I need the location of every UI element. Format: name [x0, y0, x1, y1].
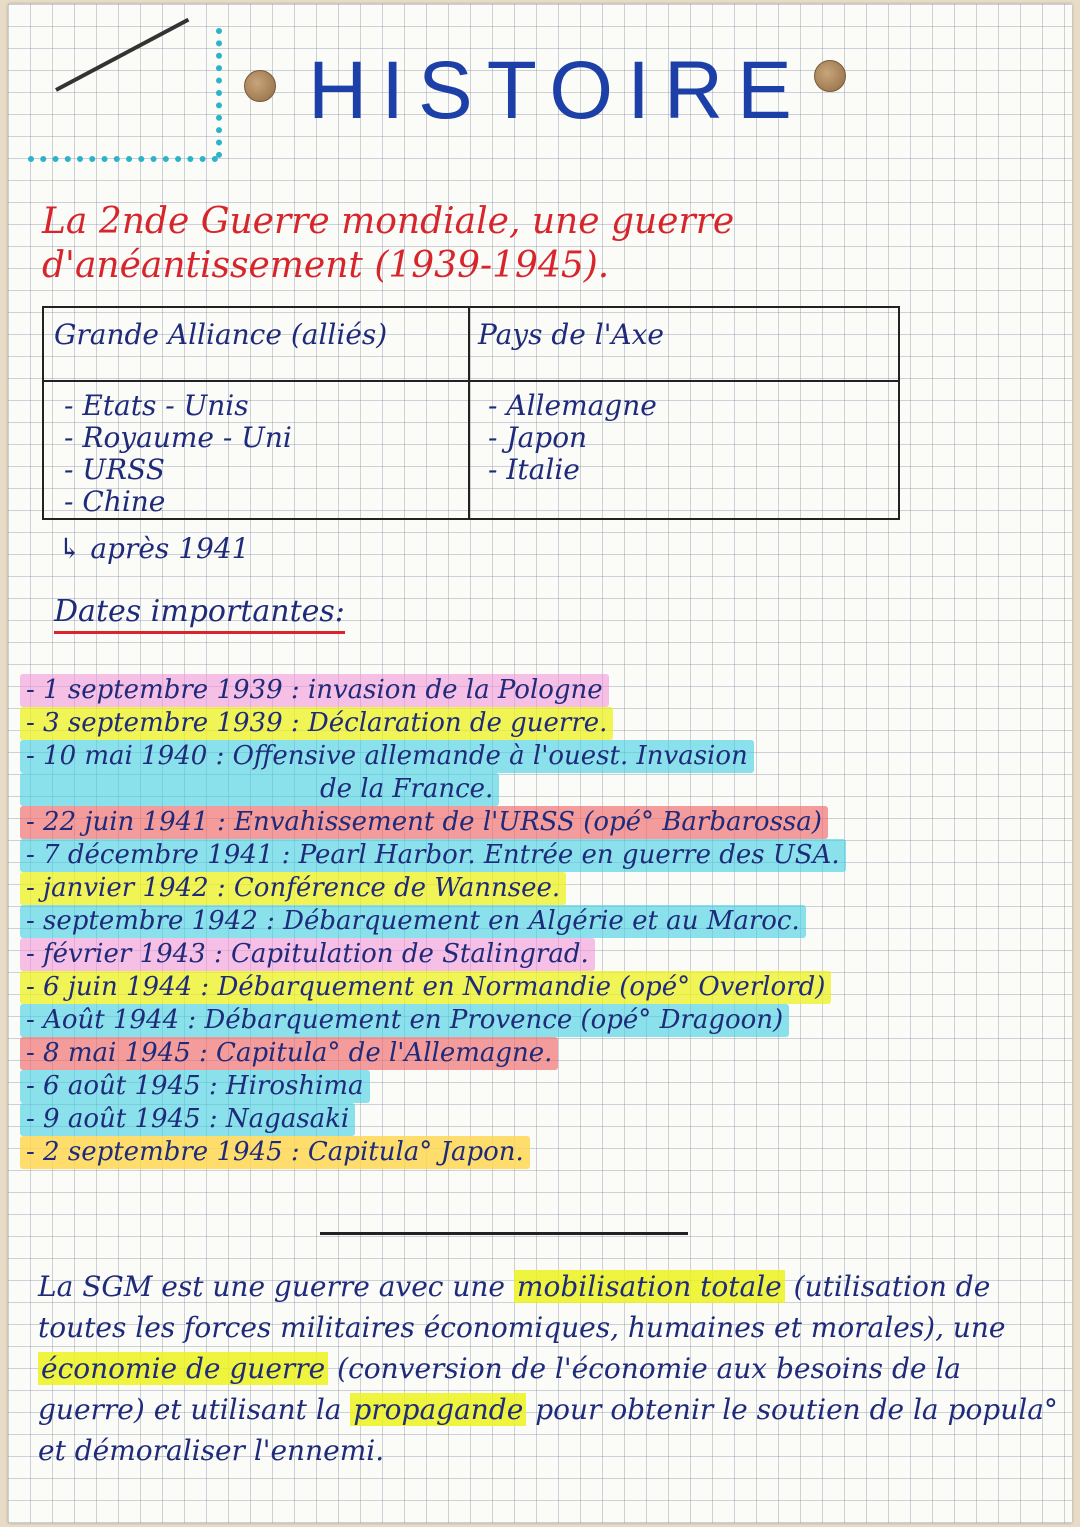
highlight-term: économie de guerre [38, 1352, 328, 1385]
list-item: - Japon [488, 421, 588, 454]
page-title: HISTOIRE [308, 45, 806, 136]
event-item: - 6 juin 1944 : Débarquement en Normandie (opé° Overlord) [20, 971, 831, 1004]
event-item: - janvier 1942 : Conférence de Wannsee. [20, 872, 566, 905]
allies-header: Grande Alliance (alliés) [54, 318, 388, 351]
allies-list [64, 390, 292, 518]
events-list [20, 674, 1070, 1169]
section-separator [320, 1232, 688, 1235]
list-item: - Etats - Unis [64, 389, 249, 422]
alliance-table [42, 306, 900, 520]
list-item: - Allemagne [488, 389, 657, 422]
event-item: - 22 juin 1941 : Envahissement de l'URSS (opé° Barbarossa) [20, 806, 828, 839]
chapter-subtitle: La 2nde Guerre mondiale, une guerre d'anéantissement (1939-1945). [42, 201, 735, 286]
decorative-slash [55, 18, 189, 92]
paragraph-text: La SGM est une guerre avec une [38, 1270, 514, 1303]
event-item: de la France. [20, 773, 499, 806]
list-item: - URSS [64, 453, 165, 486]
binder-hole-right [814, 60, 846, 92]
table-divider-horizontal [44, 380, 898, 382]
event-item: - 6 août 1945 : Hiroshima [20, 1070, 370, 1103]
decorative-dotted-line-vertical [216, 28, 222, 158]
binder-hole-left [244, 70, 276, 102]
event-item: - 9 août 1945 : Nagasaki [20, 1103, 355, 1136]
paragraph-text: pour obtenir le soutien de la popula° et démoraliser l'ennemi. [38, 1393, 1058, 1467]
list-item: - Royaume - Uni [64, 421, 292, 454]
axis-header: Pays de l'Axe [478, 318, 664, 351]
event-item: - 8 mai 1945 : Capitula° de l'Allemagne. [20, 1037, 558, 1070]
summary-paragraph [38, 1266, 1058, 1471]
event-item: - 1 septembre 1939 : invasion de la Pologne [20, 674, 609, 707]
table-divider-vertical [468, 308, 470, 518]
list-item: - Chine [64, 485, 166, 518]
event-item: - Août 1944 : Débarquement en Provence (opé° Dragoon) [20, 1004, 789, 1037]
notebook-page [8, 4, 1072, 1523]
event-item: - 2 septembre 1945 : Capitula° Japon. [20, 1136, 530, 1169]
list-item: - Italie [488, 453, 580, 486]
event-item: - 3 septembre 1939 : Déclaration de guerre. [20, 707, 613, 740]
event-item: - février 1943 : Capitulation de Stalingrad. [20, 938, 595, 971]
paragraph-text: (conversion de l'économie aux besoins de la guerre) et utilisant la [38, 1352, 961, 1426]
dates-heading: Dates importantes: [54, 594, 345, 634]
event-item: - septembre 1942 : Débarquement en Algérie et au Maroc. [20, 905, 806, 938]
decorative-dotted-line-horizontal [28, 156, 218, 162]
highlight-term: mobilisation totale [514, 1270, 785, 1303]
highlight-term: propagande [350, 1393, 526, 1426]
event-item: - 10 mai 1940 : Offensive allemande à l'ouest. Invasion [20, 740, 754, 773]
paragraph-text: (utilisation de toutes les forces militaires économiques, humaines et morales), une [38, 1270, 1006, 1344]
axis-list [488, 390, 657, 486]
event-item: - 7 décembre 1941 : Pearl Harbor. Entrée en guerre des USA. [20, 839, 846, 872]
after-1941-note: ↳ après 1941 [58, 532, 250, 565]
